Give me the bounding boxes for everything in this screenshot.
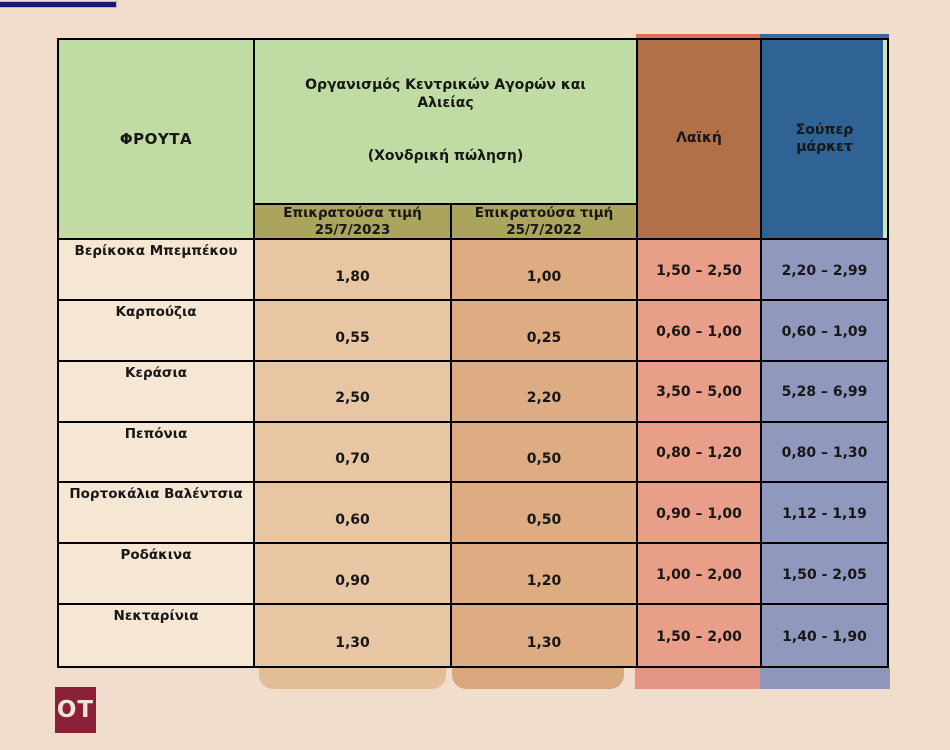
price-2023: 1,80 xyxy=(335,268,370,285)
laiki-range: 0,90 – 1,00 xyxy=(656,506,742,523)
fruits-header-cell xyxy=(59,40,255,240)
super-range-cell xyxy=(762,423,887,484)
price-2022: 1,20 xyxy=(526,572,562,589)
fruits-header-label: ΦΡΟΥΤΑ xyxy=(119,129,193,148)
fruit-name: Ροδάκινα xyxy=(120,547,192,564)
prevailing-price-label-2022: Επικρατούσα τιμή xyxy=(474,205,614,222)
laiki-range: 3,50 – 5,00 xyxy=(656,384,742,401)
price-2023-cell xyxy=(255,240,452,301)
fruit-name: Πεπόνια xyxy=(124,425,188,442)
subheader-2022 xyxy=(452,205,638,240)
price-2023-cell xyxy=(255,544,452,605)
fruit-name: Καρπούζια xyxy=(115,303,197,320)
subheader-2023 xyxy=(255,205,452,240)
fruit-name: Νεκταρίνια xyxy=(113,608,199,625)
price-2022: 1,00 xyxy=(526,268,562,285)
price-2023-cell xyxy=(255,301,452,362)
price-2023: 0,90 xyxy=(335,572,370,589)
col-2022-bottom-lip xyxy=(452,668,624,689)
fruit-name: Πορτοκάλια Βαλέντσια xyxy=(69,486,243,503)
super-market-bottom-lip xyxy=(760,668,890,689)
laiki-bottom-lip xyxy=(635,668,760,689)
super-range: 1,50 - 2,05 xyxy=(782,566,867,583)
fruit-name-cell xyxy=(59,240,255,301)
super-range-cell xyxy=(762,362,887,423)
super-market-header-cell xyxy=(762,40,887,240)
laiki-range: 1,50 – 2,50 xyxy=(656,262,742,279)
price-2022-cell xyxy=(452,544,638,605)
price-2023: 1,30 xyxy=(335,634,370,651)
price-2023-cell xyxy=(255,362,452,423)
col-2023-bottom-lip xyxy=(259,668,446,689)
super-market-header-label: Σούπερ μάρκετ xyxy=(795,121,854,155)
price-2023: 0,55 xyxy=(335,329,370,346)
fruit-name-cell xyxy=(59,483,255,544)
price-2022-cell xyxy=(452,483,638,544)
super-range-cell xyxy=(762,240,887,301)
org-note: (Χονδρική πώληση) xyxy=(367,148,524,165)
laiki-range-cell xyxy=(638,240,762,301)
laiki-range: 0,60 – 1,00 xyxy=(656,323,742,340)
ot-logo xyxy=(55,687,96,733)
fruit-name-cell xyxy=(59,544,255,605)
fruit-name: Βερίκοκα Μπεμπέκου xyxy=(74,243,238,259)
laiki-range-cell xyxy=(638,483,762,544)
laiki-header-label: Λαϊκή xyxy=(676,130,722,147)
price-2022-cell xyxy=(452,240,638,301)
price-2023-cell xyxy=(255,483,452,544)
price-2022: 0,50 xyxy=(526,451,562,468)
super-range: 5,28 – 6,99 xyxy=(781,384,868,401)
price-2022-cell xyxy=(452,301,638,362)
laiki-range-cell xyxy=(638,605,762,666)
org-header-cell xyxy=(255,40,638,205)
laiki-range-cell xyxy=(638,423,762,484)
price-2022: 2,20 xyxy=(526,390,562,407)
super-range: 1,40 - 1,90 xyxy=(782,628,867,645)
super-range-cell xyxy=(762,301,887,362)
fruit-prices-table xyxy=(57,38,889,668)
fruit-name-cell xyxy=(59,423,255,484)
laiki-range: 1,00 – 2,00 xyxy=(656,566,742,583)
price-2022: 0,25 xyxy=(526,329,562,346)
super-range: 0,80 – 1,30 xyxy=(781,445,868,462)
super-range-cell xyxy=(762,483,887,544)
super-range: 0,60 – 1,09 xyxy=(781,323,868,340)
super-range: 1,12 - 1,19 xyxy=(782,506,867,523)
super-range: 2,20 – 2,99 xyxy=(781,262,868,279)
super-range-cell xyxy=(762,605,887,666)
price-2022-cell xyxy=(452,423,638,484)
fruit-name: Κεράσια xyxy=(125,364,187,381)
price-2023-cell xyxy=(255,423,452,484)
prevailing-price-label-2023: Επικρατούσα τιμή xyxy=(283,205,422,222)
price-2022: 1,30 xyxy=(526,634,562,651)
laiki-range-cell xyxy=(638,544,762,605)
fruit-name-cell xyxy=(59,605,255,666)
super-range-cell xyxy=(762,544,887,605)
fruit-name-cell xyxy=(59,301,255,362)
price-2023-cell xyxy=(255,605,452,666)
price-2023: 0,70 xyxy=(335,451,370,468)
top-accent-line xyxy=(0,1,117,8)
org-title: Οργανισμός Κεντρικών Αγορών και Αλιείας xyxy=(305,77,586,111)
laiki-range-cell xyxy=(638,362,762,423)
price-2022: 0,50 xyxy=(526,512,562,529)
laiki-range: 0,80 – 1,20 xyxy=(656,445,742,462)
laiki-range: 1,50 – 2,00 xyxy=(656,628,742,645)
ot-logo-text: OT xyxy=(56,697,95,723)
laiki-range-cell xyxy=(638,301,762,362)
fruit-name-cell xyxy=(59,362,255,423)
price-2023: 2,50 xyxy=(335,390,370,407)
price-2022-cell xyxy=(452,362,638,423)
date-2022: 25/7/2022 xyxy=(506,221,582,238)
date-2023: 25/7/2023 xyxy=(314,221,391,238)
price-2023: 0,60 xyxy=(335,512,370,529)
price-2022-cell xyxy=(452,605,638,666)
laiki-header-cell xyxy=(638,40,762,240)
